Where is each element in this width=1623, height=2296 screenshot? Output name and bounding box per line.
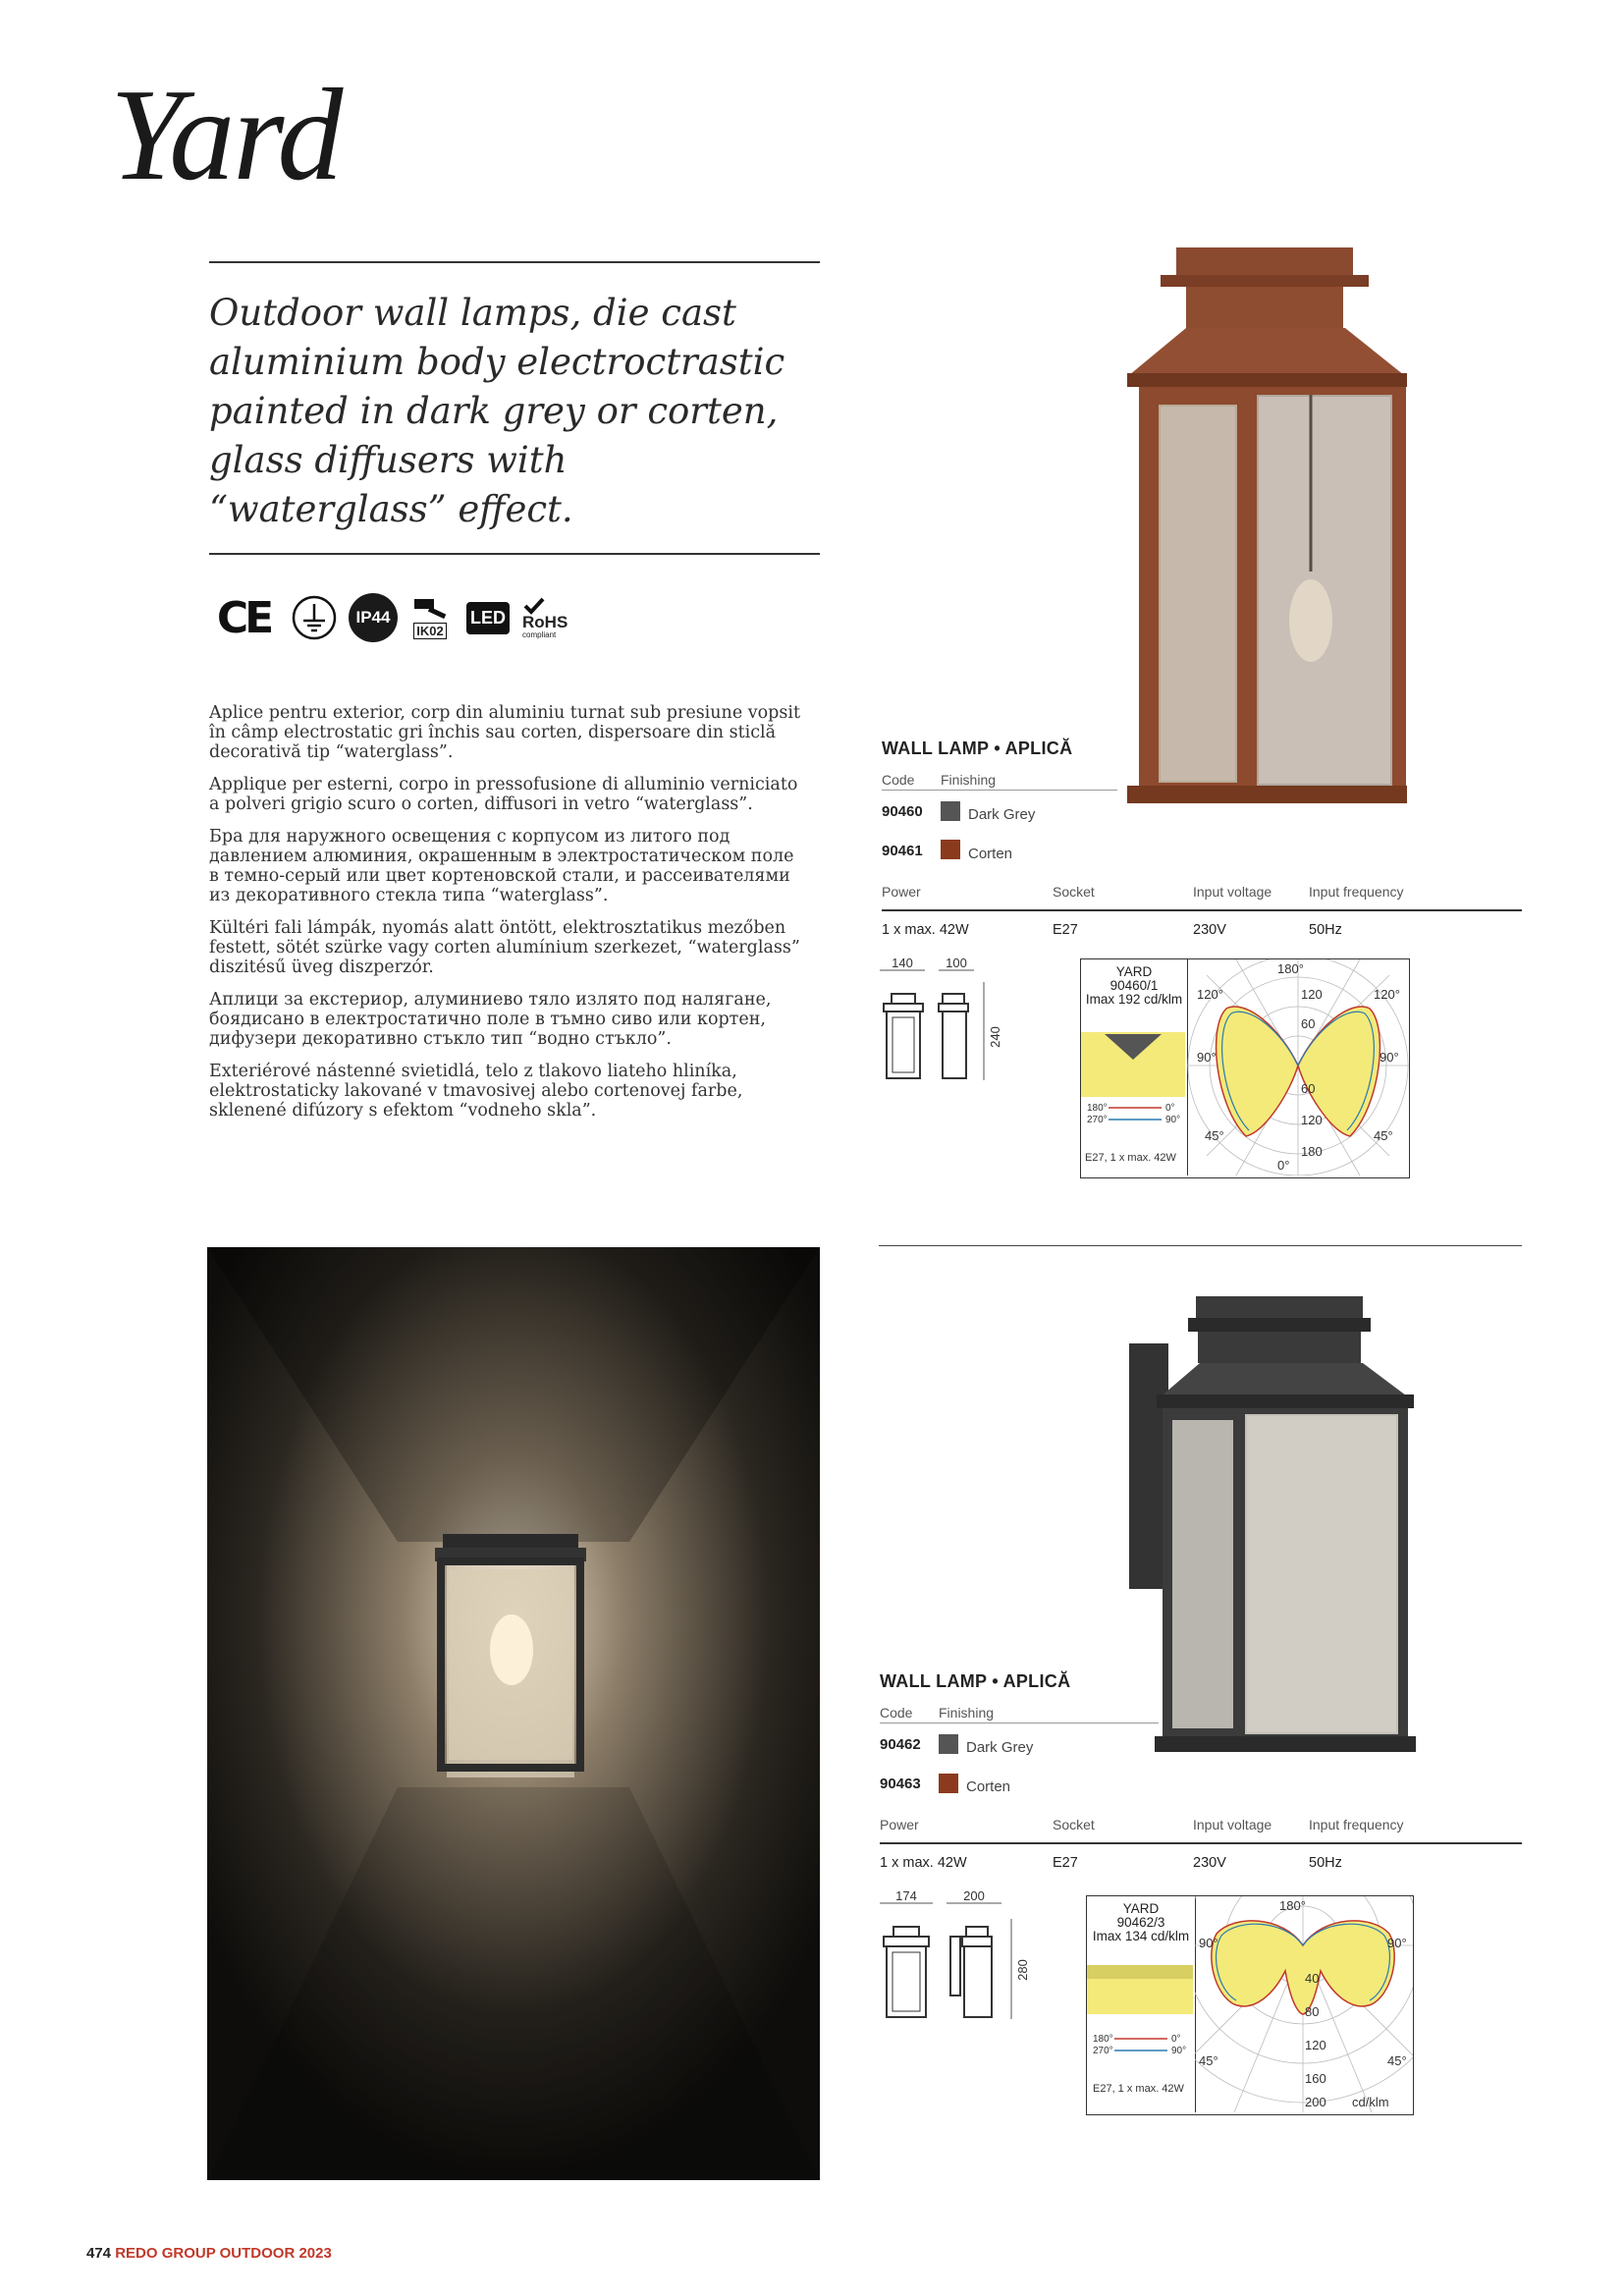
- svg-text:160: 160: [1305, 2071, 1326, 2086]
- description-sk: Exteriérové nástenné svietidlá, telo z tlakovo liateho hliníka, elektrostaticky lakované v tmavosivej alebo cortenovej farbe, sklenené difúzory s efektom “vodneho skla”.: [209, 1062, 743, 1121]
- spec-socket: E27: [1053, 922, 1078, 938]
- legend-icon: [1083, 1101, 1185, 1134]
- beam-pattern-icon: [1087, 1965, 1193, 2014]
- variant-finish: Dark Grey: [968, 806, 1036, 823]
- finish-swatch: [941, 840, 960, 859]
- product-photo-corten-lamp: [1109, 247, 1483, 837]
- spec-header-frequency: Input frequency: [1309, 1817, 1404, 1832]
- svg-text:180°: 180°: [1279, 1898, 1306, 1913]
- spec-header-power: Power: [882, 884, 921, 900]
- page-number: 474: [86, 2245, 112, 2262]
- svg-text:80: 80: [1305, 2004, 1320, 2019]
- multilingual-description: [209, 703, 808, 1133]
- product-photo-dark-grey-lamp: [1119, 1296, 1502, 1758]
- svg-text:45°: 45°: [1374, 1128, 1393, 1143]
- dim-height: 240: [988, 1026, 1002, 1048]
- finishing-header: Finishing: [941, 772, 997, 788]
- svg-text:120: 120: [1305, 2038, 1326, 2052]
- spec-socket: E27: [1053, 1855, 1078, 1871]
- led-icon: LED: [463, 592, 513, 643]
- svg-text:60: 60: [1301, 1016, 1316, 1031]
- variant-finish: Dark Grey: [966, 1739, 1034, 1756]
- footer-brand: REDO GROUP OUTDOOR 2023: [115, 2245, 332, 2262]
- spec-frequency: 50Hz: [1309, 1855, 1342, 1871]
- code-header: Code: [882, 772, 915, 788]
- svg-text:40: 40: [1305, 1971, 1320, 1986]
- svg-text:120: 120: [1301, 1113, 1323, 1127]
- finish-swatch: [939, 1774, 958, 1793]
- dimension-drawing: [874, 955, 1031, 1092]
- photometric-diagram: [1086, 1895, 1414, 2115]
- divider: [209, 553, 820, 555]
- svg-text:90°: 90°: [1387, 1936, 1407, 1950]
- variant-code: 90462: [880, 1736, 921, 1753]
- photometry-imax: Imax 192 cd/klm: [1085, 992, 1183, 1007]
- spec-header-power: Power: [880, 1817, 919, 1832]
- ambient-photo-lit-wall: [207, 1247, 820, 2180]
- spec-header-socket: Socket: [1053, 884, 1095, 900]
- photometric-diagram: [1080, 958, 1410, 1178]
- description-hu: Kültéri fali lámpák, nyomás alatt öntött, elektrosztatikus mezőben festett, sötét szürke vagy corten alumínium szerkezet, “waterglass” diszitésű üveg diszperzór.: [209, 918, 800, 977]
- page-title: Yard: [110, 62, 342, 207]
- legend-icon: [1089, 2032, 1193, 2065]
- divider: [882, 909, 1522, 911]
- polar-chart: [1187, 959, 1409, 1175]
- svg-text:180: 180: [1301, 1144, 1323, 1159]
- finishing-header: Finishing: [939, 1705, 995, 1721]
- description-bg: Аплици за екстериор, алуминиево тяло излято под налягане, боядисано в електростатично поле в тъмно сиво или кортен, дифузери декоративно стъкло тип “водно стъкло”.: [209, 990, 772, 1049]
- description-ru: Бра для наружного освещения с корпусом из литого под давлением алюминия, окрашенным в электростатическом поле в темно-серый или цвет кортеновской стали, и рассеивателями из декоративного стекла типа “waterglass”.: [209, 827, 794, 905]
- svg-text:45°: 45°: [1205, 1128, 1224, 1143]
- svg-text:180°: 180°: [1277, 961, 1304, 976]
- svg-text:120: 120: [1301, 987, 1323, 1002]
- code-header: Code: [880, 1705, 913, 1721]
- divider: [879, 1245, 1522, 1246]
- divider: [880, 1722, 1159, 1723]
- description-it: Applique per esterni, corpo in pressofusione di alluminio verniciato a polveri grigio scuro o corten, diffusori in vetro “waterglass”.: [209, 775, 798, 814]
- photometry-note: E27, 1 x max. 42W: [1093, 2083, 1184, 2095]
- ip44-icon: IP44: [348, 592, 399, 643]
- photometry-name: YARD: [1122, 1901, 1160, 1916]
- svg-text:cd/klm: cd/klm: [1352, 2095, 1389, 2109]
- photometric-info-panel: [1087, 1896, 1196, 2112]
- svg-text:60: 60: [1301, 1081, 1316, 1096]
- ce-mark-icon: CE: [216, 592, 271, 643]
- divider: [882, 790, 1117, 791]
- dim-side-width: 200: [963, 1888, 985, 1903]
- variant-finish: Corten: [966, 1778, 1011, 1795]
- svg-text:90°: 90°: [1380, 1050, 1399, 1065]
- photometry-note: E27, 1 x max. 42W: [1085, 1152, 1176, 1164]
- spec-voltage: 230V: [1193, 922, 1226, 938]
- spec-frequency: 50Hz: [1309, 922, 1342, 938]
- spec-header-voltage: Input voltage: [1193, 1817, 1272, 1832]
- svg-text:180°: 180°: [1087, 1103, 1108, 1114]
- svg-text:180°: 180°: [1093, 2034, 1113, 2045]
- svg-text:200: 200: [1305, 2095, 1326, 2109]
- finish-swatch: [941, 801, 960, 821]
- dim-front-width: 140: [892, 956, 913, 970]
- svg-text:120°: 120°: [1197, 987, 1223, 1002]
- dim-height: 280: [1015, 1959, 1030, 1981]
- spec-header-socket: Socket: [1053, 1817, 1095, 1832]
- divider: [209, 261, 820, 263]
- svg-text:90°: 90°: [1197, 1050, 1217, 1065]
- svg-text:0°: 0°: [1277, 1158, 1290, 1173]
- svg-text:45°: 45°: [1199, 2053, 1218, 2068]
- divider: [880, 1842, 1522, 1844]
- photometry-name: YARD: [1115, 964, 1153, 979]
- tagline: Outdoor wall lamps, die cast aluminium body electroctrastic painted in dark grey or corten, glass diffusers with “waterglass” effect.: [209, 292, 785, 530]
- svg-text:90°: 90°: [1171, 2046, 1187, 2056]
- spec-power: 1 x max. 42W: [880, 1855, 967, 1871]
- svg-text:45°: 45°: [1387, 2053, 1407, 2068]
- spec-header-frequency: Input frequency: [1309, 884, 1404, 900]
- footer: [86, 2245, 332, 2262]
- polar-chart: [1195, 1896, 1413, 2112]
- product-title: WALL LAMP • APLICĂ: [880, 1671, 1071, 1691]
- photometry-code: 90460/1: [1109, 978, 1159, 993]
- variant-finish: Corten: [968, 846, 1013, 862]
- description-ro: Aplice pentru exterior, corp din aluminiu turnat sub presiune vopsit în câmp electrostatic gri închis sau corten, dispersoare din sticlă decorativă tip “waterglass”.: [209, 703, 800, 762]
- beam-pattern-icon: [1081, 1032, 1185, 1097]
- finish-swatch: [939, 1734, 958, 1754]
- svg-text:90°: 90°: [1199, 1936, 1218, 1950]
- product-title: WALL LAMP • APLICĂ: [882, 738, 1073, 758]
- dimension-drawing: [874, 1887, 1060, 2035]
- svg-text:120°: 120°: [1374, 987, 1400, 1002]
- svg-text:90°: 90°: [1165, 1115, 1181, 1125]
- variant-code: 90460: [882, 803, 923, 820]
- ground-symbol-icon: [291, 592, 338, 643]
- photometry-code: 90462/3: [1116, 1915, 1165, 1930]
- photometric-info-panel: [1081, 959, 1188, 1175]
- photometry-imax: Imax 134 cd/klm: [1092, 1929, 1190, 1943]
- ik02-hammer-icon: IK02: [403, 592, 458, 643]
- spec-header-voltage: Input voltage: [1193, 884, 1272, 900]
- svg-text:0°: 0°: [1165, 1103, 1175, 1114]
- dim-front-width: 174: [895, 1888, 917, 1903]
- spec-power: 1 x max. 42W: [882, 922, 969, 938]
- rohs-icon: RoHS compliant: [522, 592, 583, 643]
- variant-code: 90461: [882, 843, 923, 859]
- svg-text:270°: 270°: [1087, 1115, 1108, 1125]
- spec-voltage: 230V: [1193, 1855, 1226, 1871]
- dim-side-width: 100: [946, 956, 967, 970]
- svg-text:270°: 270°: [1093, 2046, 1113, 2056]
- svg-text:0°: 0°: [1171, 2034, 1181, 2045]
- variant-code: 90463: [880, 1776, 921, 1792]
